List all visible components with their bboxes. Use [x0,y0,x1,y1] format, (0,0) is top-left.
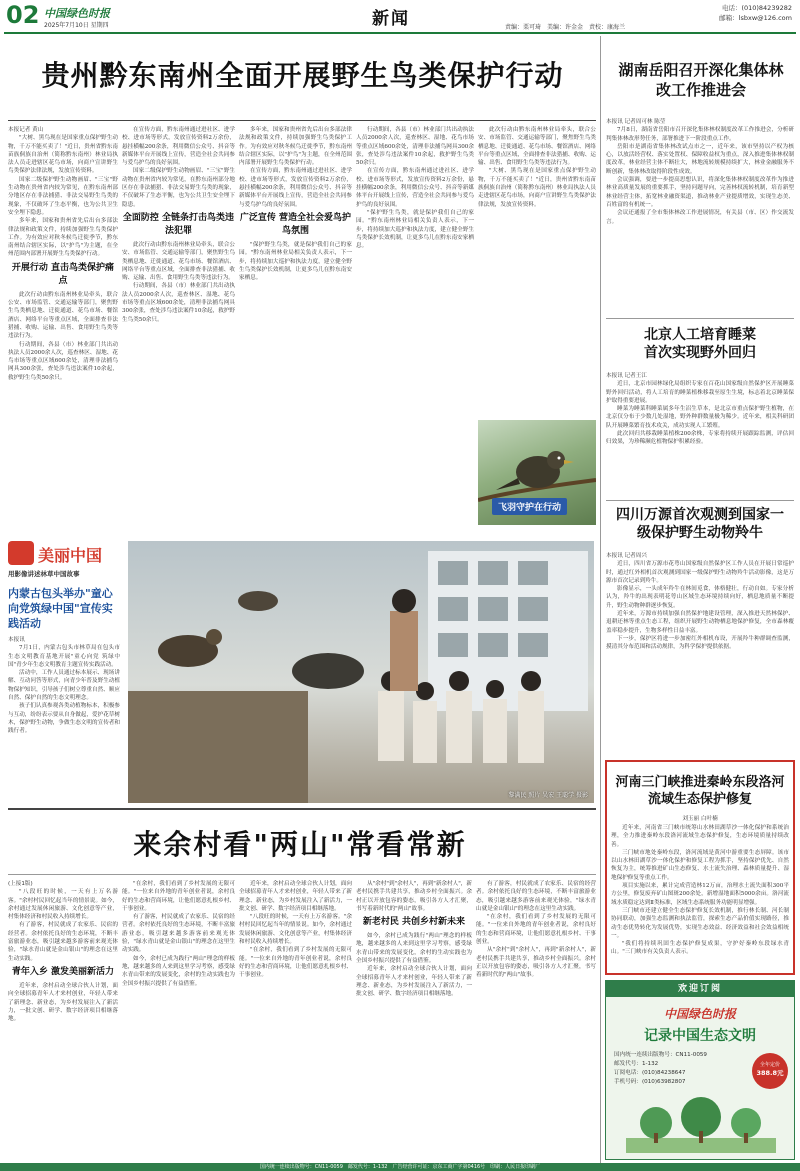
hunan-title: 湖南岳阳召开深化集体林改工作推进会 [618,61,784,99]
bottom-col-5 [476,880,596,1165]
hunan-paragraph: 7月8日，湖南省岳阳市召开深化集体林权制度改革工作推进会，分析研判集体林改形势任务，部署推进下一阶段重点工作。 [606,127,794,142]
lead-paragraph: 国家二级保护野生动物画眉、"三宝"野生动物在贵州省内较为常见，在黔东南州部分地区存在非法捕猎、非法交易野生鸟类的现象，不仅破坏了生态平衡，也为公共卫生安全埋下隐患。 [122,168,235,208]
rule [606,318,794,319]
bottom-paragraph: "在余村，我们看到了乡村发展的无限可能。"一位来自外地的青年创业者说，余村良好的生态和营商环境，让他们愿意扎根乡村、干事创业。 [476,914,596,946]
lead-subhead: 全面防控 全链条打击鸟类违法犯罪 [122,212,235,236]
lead-col-5 [478,126,596,416]
issue-date: 2025年7月10日 星期四 [44,22,109,29]
lead-paragraph: 行动期间，各县（市）林业部门共出动执法人员2000余人次，巡查林区、湿地、花鸟市场等重点区域600余处，清理非法捕鸟网具300余张，查处涉鸟违法案件10余起，救护野生鸟类50余只。 [356,127,474,167]
meili-body [8,636,120,806]
beijing-title: 北京人工培育睡菜首次实现野外回归 [644,327,756,361]
henan-paragraph: 三门峡市地处秦岭东段，洛河流域是黄河中游重要生态屏障。该市以山水林田湖草沙一体化保护和修复工程为抓手，坚持保护优先、自然恢复为主，统筹推进矿山生态修复、水土流失治理、森林质量提升、湿地保护修复等重点工作。 [611,849,789,881]
hunan-paragraph: 岳阳市是湖南省集体林改试点市之一，近年来，该市坚持以产权为核心，以放活经营权、落实处置权、保障收益权为重点，深入推进集体林权制度改革，林业经营主体不断壮大，林地流转规模持续扩大，林业金融服务不断创新，集体林改取得阶段性成效。 [606,143,794,175]
sichuan-paragraph: 近年来，万源市持续加强自然保护地建设管理，深入推进天然林保护、退耕还林等重点生态工程，组织开展野生动物栖息地保护修复，全市森林覆盖率稳步提升，生物多样性日益丰富。 [606,611,794,634]
lead-paragraph: 在宣传方面，黔东南州通过进社区、进学校、进市场等形式，发放宣传资料2万余份，悬挂横幅200余条，利用微信公众号、抖音等新媒体平台开展线上宣传，营造全社会共同参与爱鸟护鸟的良好氛围。 [239,168,352,208]
bottom-title-rule [8,874,596,875]
henan-title: 河南三门峡推进秦岭东段洛河流域生态保护修复 [615,775,785,807]
henan-box [605,760,795,975]
bottom-col-3 [239,880,352,1165]
hunan-byline: 本报讯 记者周可林 陈莹 [606,119,666,125]
beijing-paragraph: 近日，北京市园林绿化局组织专家在百花山国家级自然保护区开展睡菜野外回归活动，将人工培育的睡菜植株移栽至原生生境，标志着北京睡菜保护取得重要进展。 [606,381,794,404]
ad-price-badge [752,1053,788,1089]
henan-paragraph: 项目实施以来，累计完成营造林12万亩，治理水土流失面积300平方公里，修复废弃矿山图斑200余处，新增湿地面积5000余亩。洛河流域水质稳定达到Ⅱ类标准，区域生态系统服务功能明显增强。 [611,883,789,906]
sichuan-body [606,552,794,757]
subscription-ad [605,980,795,1160]
sichuan-paragraph: 近日，四川省万源市花萼山国家级自然保护区工作人员在开展日常巡护时，通过红外相机首次观测到国家一级保护野生动物羚牛活动影像，这是万源市首次记录到羚牛。 [606,561,794,584]
lead-photo-bird [478,420,596,525]
ad-line: 订阅电话：(010)84238647 [614,1070,686,1076]
lead-paragraph: 此次行动由黔东南州林业局牵头，联合公安、市场监管、交通运输等部门，聚焦野生鸟类栖息地、迁徙通道、花鸟市场、餐馆酒店、网络平台等重点区域，全面排查非法猎捕、收购、运输、出售、食用野生鸟类等违法行为。 [8,291,118,340]
bottom-title: 来余村看"两山"常看常新 [133,828,467,861]
bottom-paragraph: 如今，余村已成为践行"两山"理念的样板地，越来越多的人来到这里学习考察，感受绿水青山带来的发展变化，余村的生动实践也为全国乡村振兴提供了有益借鉴。 [122,955,235,987]
bottom-paragraph: "八段旺的时候，一天有上万名游客。"余村村民回忆起当年的情景说。如今，余村通过发展休闲旅游、文化创意等产业，村集体经济和村民收入持续增长。 [239,914,352,946]
paper-name: 中国绿色时报 [44,7,110,20]
lead-paragraph: 行动期间，各县（市）林业部门共出动执法人员2000余人次，巡查林区、湿地、花鸟市场等重点区域600余处，清理非法捕鸟网具300余张，查处涉鸟违法案件10余起，救护野生鸟类50余只。 [122,283,235,323]
right-column-rule [600,36,601,1166]
ad-line: 手机号码：(010)63982807 [614,1079,686,1085]
lead-subhead: 开展行动 直击鸟类保护痛点 [11,262,115,286]
beijing-byline: 本报讯 记者王江 [606,373,647,379]
ad-info [614,1051,744,1087]
meili-paragraph: 孩子们认真参观各类动植物标本，积极参与互动，纷纷表示要从自身做起，爱护花草树木，保护野生动物，争做生态文明的宣传者和践行者。 [8,703,120,735]
bottom-paragraph: "八段旺的时候，一天有上万名游客。"余村村民回忆起当年的情景说。如今，余村通过发展休闲旅游、文化创意等产业，村集体经济和村民收入持续增长。 [8,889,118,921]
contact-email: 邮箱：lsbxw@126.com [719,14,792,22]
beijing-paragraph: 此次回归共移栽睡菜植株200余株，专家将持续开展跟踪监测，评估回归效果，为珍稀濒危植物保护积累经验。 [606,431,794,446]
tree-illustration-icon [626,1093,776,1153]
bottom-subhead: 青年入乡 激发美丽新活力 [11,966,115,977]
lead-paragraph: "大树、黑鸟现在是国家重点保护野生动物，千万不能买卖了！"近日，贵州省黔东南苗族侗族自治州（简称黔东南州）林业局执法人员走进辖区花鸟市场，向商户宣讲野生鸟类保护法律法规，发放宣传资料。 [8,135,118,175]
lead-paragraph: 在宣传方面，黔东南州通过进社区、进学校、进市场等形式，发放宣传资料2万余份，悬挂横幅200余条，利用微信公众号、抖音等新媒体平台开展线上宣传，营造全社会共同参与爱鸟护鸟的良好氛围。 [356,168,474,208]
bottom-paragraph: 从"余村"到"余村人"，再到"新余村人"，新老村民携手共建共享，推动乡村全面振兴。余村正以开放包容的姿态，吸引各方人才汇聚，书写着新时代的"两山"故事。 [476,947,596,979]
lead-paragraph: 行动期间，各县（市）林业部门共出动执法人员2000余人次，巡查林区、湿地、花鸟市场等重点区域600余处，清理非法捕鸟网具300余张，查处涉鸟违法案件10余起，救护野生鸟类50余只。 [8,341,118,381]
meili-logo [8,541,123,577]
meili-photo-caption: 黎满民 照片 吴宏 王聪学 摄影 [508,792,588,799]
ad-header: 欢迎订阅 [606,981,794,997]
lead-paragraph: "保护野生鸟类，就是保护我们自己的家园。"黔东南州林业局相关负责人表示，下一步，将持续加大巡护和执法力度，建立健全野生鸟类保护长效机制，让更多鸟儿在黔东南安家栖息。 [239,241,352,282]
lead-paragraph: 此次行动由黔东南州林业局牵头，联合公安、市场监管、交通运输等部门，聚焦野生鸟类栖息地、迁徙通道、花鸟市场、餐馆酒店、网络平台等重点区域，全面排查非法猎捕、收购、运输、出售、食用野生鸟类等违法行为。 [478,127,596,167]
ad-line: 邮发代号：1-132 [614,1061,659,1067]
lead-paragraph: 多年来，国家和贵州省先后出台多部法律法规和政策文件，持续加强野生鸟类保护工作。为有效应对秋冬候鸟迁徙季节，黔东南州结合辖区实际，以"护鸟"为主题，在全州范围内部署开展野生鸟类保护行动。 [8,218,118,258]
bottom-paragraph: 近年来，余村启动全球合伙人计划，面向全球招募青年人才来村创业，年轻人带来了新理念、新业态，为乡村发展注入了新活力，一批文创、研学、数字经济项目相继落地。 [239,881,352,912]
hunan-paragraph: 会议强调，要进一步提高思想认识，将深化集体林权制度改革作为推进林业高质量发展的重要抓手，坚持问题导向，完善林权流转机制，培育新型林业经营主体，拓宽林业融资渠道，推动林业产业提质增效，实现生态美、百姓富的有机统一。 [606,177,794,208]
meili-photo [128,541,594,803]
sichuan-title: 四川万源首次观测到国家一级保护野生动物羚牛 [616,507,784,541]
ad-price-label: 全年定价 [759,1062,780,1068]
meili-byline: 本报讯 [8,637,25,643]
meili-logo-mark [8,541,34,565]
bottom-paragraph: 有了游客，村民就成了农家乐、民宿的经营者。余村依托良好的生态环境，不断丰富旅游业态，吸引越来越多游客前来观光体验，"绿水青山就是金山银山"的理念在这里生动实践。 [476,881,596,912]
editors: 责编：栗可琦 美编：许金金 责校：康海兰 [505,24,626,31]
lead-col-4 [356,126,474,526]
lead-byline: 本报记者 黄山 [8,127,44,133]
footer-bar [0,1163,800,1171]
beijing-body [606,372,794,497]
henan-paragraph: 三门峡市还建立健全生态保护修复长效机制，推行林长制、河长制协同联动，加强生态监测和执法监管，探索生态产品价值实现路径，推动生态优势转化为发展优势，实现生态效益、经济效益和社会效益相统一。 [611,907,789,939]
bottom-paragraph: 近年来，余村启动全球合伙人计划，面向全球招募青年人才来村创业，年轻人带来了新理念、新业态，为乡村发展注入了新活力，一批文创、研学、数字经济项目相继落地。 [8,982,118,1023]
lead-title: 贵州黔东南州全面开展野生鸟类保护行动 [41,59,564,92]
ad-logo: 中国绿色时报 [663,1007,736,1021]
henan-paragraph: 近年来，河南省三门峡市统筹山水林田湖草沙一体化保护和系统治理，全力推进秦岭东段洛河流域生态保护修复，生态环境质量持续改善。 [611,825,789,848]
lead-paragraph: "保护野生鸟类，就是保护我们自己的家园。"黔东南州林业局相关负责人表示，下一步，将持续加大巡护和执法力度，建立健全野生鸟类保护长效机制，让更多鸟儿在黔东南安家栖息。 [356,209,474,250]
ad-price: 388.8元 [756,1069,784,1077]
lead-col-2 [122,126,235,526]
bottom-subhead: 新老村民 共创乡村新未来 [362,917,466,928]
bottom-paragraph: 近年来，余村启动全球合伙人计划，面向全球招募青年人才来村创业，年轻人带来了新理念、新业态，为乡村发展注入了新活力，一批文创、研学、数字经济项目相继落地。 [356,966,472,998]
bottom-paragraph: 从"余村"到"余村人"，再到"新余村人"，新老村民携手共建共享，推动乡村全面振兴。余村正以开放包容的姿态，吸引各方人才汇聚，书写着新时代的"两山"故事。 [356,881,472,912]
bottom-paragraph: "在余村，我们看到了乡村发展的无限可能。"一位来自外地的青年创业者说，余村良好的生态和营商环境，让他们愿意扎根乡村、干事创业。 [239,947,352,979]
henan-paragraph: "我们将持续巩固生态保护修复成果，守护好秦岭东段绿水青山。"三门峡市有关负责人表示。 [611,941,789,956]
henan-body [611,824,789,969]
bottom-paragraph: 有了游客，村民就成了农家乐、民宿的经营者。余村依托良好的生态环境，不断丰富旅游业态，吸引越来越多游客前来观光体验，"绿水青山就是金山银山"的理念在这里生动实践。 [122,914,235,954]
footer-text: 国内统一连续出版物号：CN11-0059 邮发代号：1-132 广告经营许可证：京东工商广字第0416号 印刷：人民日报印刷厂 [259,1164,541,1170]
contact-phone: 电话：(010)84239282 [721,4,792,12]
museum-photo-icon [128,541,594,803]
hunan-body [606,118,794,313]
meili-paragraph: 活动中，工作人员通过标本展示、现场讲解、互动问答等形式，向青少年普及野生动植物保护知识，引导孩子们树立尊重自然、顺应自然、保护自然的生态文明理念。 [8,670,120,702]
lead-paragraph: 国家二级保护野生动物画眉、"三宝"野生动物在贵州省内较为常见，在黔东南州部分地区存在非法捕猎、非法交易野生鸟类的现象，不仅破坏了生态平衡，也为公共卫生安全埋下隐患。 [8,176,118,216]
bottom-col-1 [8,880,118,1165]
meili-brand: 美丽中国 [38,546,103,565]
lead-paragraph: 在宣传方面，黔东南州通过进社区、进学校、进市场等形式，发放宣传资料2万余份，悬挂横幅200余条，利用微信公众号、抖音等新媒体平台开展线上宣传，营造全社会共同参与爱鸟护鸟的良好氛围。 [122,127,235,167]
bird-photo-banner: 飞羽守护在行动 [492,498,567,515]
lead-subhead: 广泛宣传 营造全社会爱鸟护鸟氛围 [239,212,352,236]
sichuan-paragraph: 影像显示，一头成年羚牛在林间觅食，体格健壮，行动自如。专家分析认为，羚牛的出现表明花萼山区域生态环境持续向好，栖息地质量不断提升，野生动物种群逐步恢复。 [606,586,794,609]
lead-paragraph: "大树、黑鸟现在是国家重点保护野生动物，千万不能买卖了！"近日，贵州省黔东南苗族侗族自治州（简称黔东南州）林业局执法人员走进辖区花鸟市场，向商户宣讲野生鸟类保护法律法规，发放宣传资料。 [478,168,596,208]
masthead [0,0,800,32]
bottom-paragraph: "在余村，我们看到了乡村发展的无限可能。"一位来自外地的青年创业者说，余村良好的生态和营商环境，让他们愿意扎根乡村、干事创业。 [122,881,235,912]
meili-title: 内蒙古包头举办"童心向党筑绿中国"宣传实践活动 [8,587,113,630]
hunan-paragraph: 会议还通报了全市集体林改工作进展情况，有关县（市、区）作交流发言。 [606,210,794,225]
bottom-paragraph: 如今，余村已成为践行"两山"理念的样板地，越来越多的人来到这里学习考察，感受绿水青山带来的发展变化，余村的生动实践也为全国乡村振兴提供了有益借鉴。 [356,933,472,965]
section-name: 新闻 [372,9,410,29]
bottom-paragraph: 有了游客，村民就成了农家乐、民宿的经营者。余村依托良好的生态环境，不断丰富旅游业态，吸引越来越多游客前来观光体验，"绿水青山就是金山银山"的理念在这里生动实践。 [8,922,118,962]
bottom-col-4 [356,880,472,1165]
page-number: 02 [6,1,40,29]
bottom-byline: (上接1版) [8,881,33,887]
masthead-rule [4,32,796,34]
sichuan-paragraph: 下一步，保护区将进一步加密红外相机布设，开展羚牛种群调查监测，摸清其分布范围和活动规律，为科学保护提供依据。 [606,635,794,651]
ad-line: 国内统一连续出版物号：CN11-0059 [614,1052,707,1058]
rule [606,500,794,501]
beijing-paragraph: 睡菜为睡菜科睡菜属多年生沼生草本，是北京市重点保护野生植物，在北京仅分布于少数几处湿地，野外种群数量极为稀少。近年来，相关科研团队开展睡菜繁育技术攻关，成功实现人工繁殖。 [606,406,794,429]
lead-paragraph: 多年来，国家和贵州省先后出台多部法律法规和政策文件，持续加强野生鸟类保护工作。为有效应对秋冬候鸟迁徙季节，黔东南州结合辖区实际，以"护鸟"为主题，在全州范围内部署开展野生鸟类保护行动。 [239,127,352,167]
lead-col-3 [239,126,352,526]
meili-paragraph: 7月1日，内蒙古包头市林草局在包头市生态文明教育基地开展"童心向党 筑绿中国"青少年生态文明教育主题宣传实践活动。 [8,645,120,668]
henan-byline: 刘玉丽 白叶楠 [682,816,718,822]
lead-paragraph: 此次行动由黔东南州林业局牵头，联合公安、市场监管、交通运输等部门，聚焦野生鸟类栖息地、迁徙通道、花鸟市场、餐馆酒店、网络平台等重点区域，全面排查非法猎捕、收购、运输、出售、食用野生鸟类等违法行为。 [122,241,235,282]
ad-slogan: 记录中国生态文明 [644,1028,756,1044]
meili-tagline: 用影像讲述林草中国故事 [8,570,80,578]
lead-title-rule [8,120,596,121]
sichuan-byline: 本报讯 记者周兴 [606,553,647,559]
bottom-col-2 [122,880,235,1165]
bottom-top-rule [8,808,596,810]
